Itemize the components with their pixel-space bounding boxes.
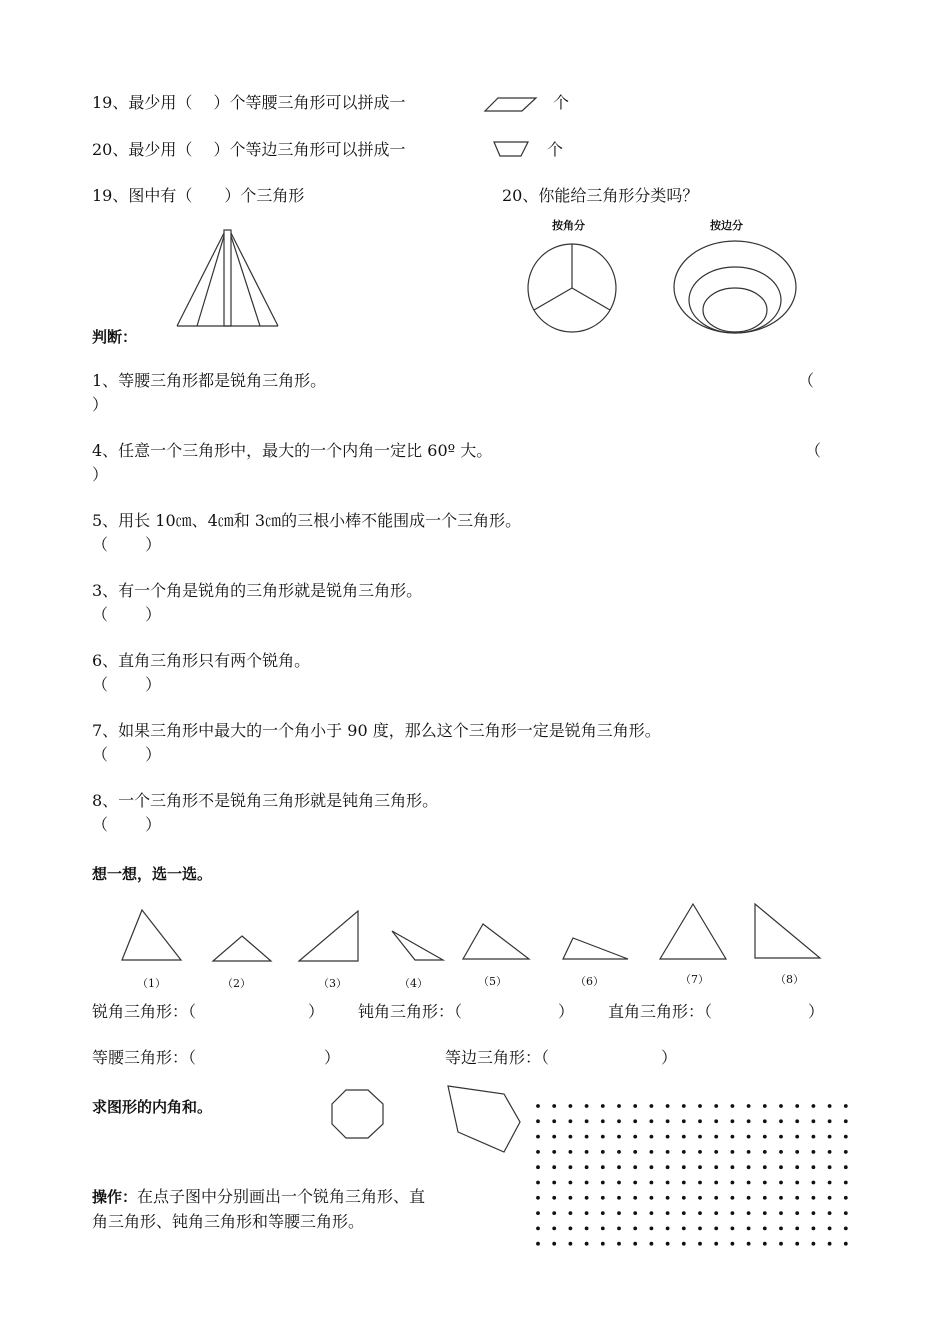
grid-dot — [844, 1165, 848, 1169]
judge-item-3: 3、有一个角是锐角的三角形就是锐角三角形。 — [92, 581, 423, 600]
grid-dot — [536, 1150, 540, 1154]
triangles-row — [100, 898, 840, 968]
operate-text1: 在点子图中分别画出一个锐角三角形、直 — [137, 1187, 426, 1206]
grid-dot — [650, 1242, 654, 1246]
grid-dot — [650, 1181, 654, 1185]
grid-dot — [682, 1196, 686, 1200]
grid-dot — [552, 1150, 556, 1154]
grid-dot — [569, 1119, 573, 1123]
grid-dot — [828, 1104, 832, 1108]
grid-dot — [812, 1165, 816, 1169]
grid-dot — [585, 1119, 589, 1123]
grid-dot — [633, 1196, 637, 1200]
triangle-label-2: （2） — [222, 977, 251, 990]
grid-dot — [536, 1119, 540, 1123]
grid-dot — [747, 1165, 751, 1169]
grid-dot — [617, 1181, 621, 1185]
q20a-text: 20、最少用（ ）个等边三角形可以拼成一 — [92, 140, 406, 159]
grid-dot — [536, 1104, 540, 1108]
grid-dot — [828, 1227, 832, 1231]
grid-dot — [763, 1104, 767, 1108]
grid-dot — [585, 1227, 589, 1231]
grid-dot — [763, 1181, 767, 1185]
octagon-figure — [330, 1088, 386, 1140]
triangle-label-6: （6） — [575, 975, 604, 988]
grid-dot — [536, 1227, 540, 1231]
grid-dot — [844, 1181, 848, 1185]
trapezoid-figure — [492, 140, 532, 160]
grid-dot — [812, 1242, 816, 1246]
grid-dot — [828, 1196, 832, 1200]
choose-heading: 想一想，选一选。 — [92, 865, 213, 883]
triangle-3 — [299, 911, 358, 961]
grid-dot — [714, 1242, 718, 1246]
grid-dot — [650, 1150, 654, 1154]
grid-dot — [763, 1211, 767, 1215]
grid-dot — [601, 1150, 605, 1154]
grid-dot — [650, 1165, 654, 1169]
grid-dot — [828, 1211, 832, 1215]
acute-answer: 锐角三角形：（ ） — [92, 1002, 325, 1021]
grid-dot — [731, 1196, 735, 1200]
grid-dot — [779, 1181, 783, 1185]
grid-dot — [779, 1135, 783, 1139]
grid-dot — [536, 1165, 540, 1169]
by-side-ellipses — [672, 240, 800, 336]
grid-dot — [666, 1242, 670, 1246]
grid-dot — [812, 1181, 816, 1185]
grid-dot — [569, 1150, 573, 1154]
grid-dot — [650, 1227, 654, 1231]
grid-dot — [666, 1119, 670, 1123]
grid-dot — [633, 1135, 637, 1139]
grid-dot — [698, 1135, 702, 1139]
grid-dot — [747, 1104, 751, 1108]
grid-dot — [650, 1119, 654, 1123]
triangle-5 — [463, 924, 529, 959]
grid-dot — [731, 1150, 735, 1154]
grid-dot — [714, 1165, 718, 1169]
grid-dot — [633, 1150, 637, 1154]
obtuse-answer: 钝角三角形：（ ） — [358, 1002, 575, 1021]
judge-item-1-open: （ — [798, 371, 815, 390]
grid-dot — [795, 1227, 799, 1231]
grid-dot — [714, 1150, 718, 1154]
judge-item-1-close: ） — [92, 395, 109, 414]
grid-dot — [844, 1104, 848, 1108]
grid-dot — [552, 1104, 556, 1108]
by-angle-circle — [527, 243, 619, 335]
grid-dot — [585, 1150, 589, 1154]
grid-dot — [682, 1150, 686, 1154]
grid-dot — [585, 1104, 589, 1108]
grid-dot — [552, 1165, 556, 1169]
grid-dot — [650, 1196, 654, 1200]
judge-item-4-close: ） — [92, 465, 109, 484]
grid-dot — [763, 1165, 767, 1169]
grid-dot — [714, 1196, 718, 1200]
grid-dot — [569, 1196, 573, 1200]
grid-dot — [585, 1135, 589, 1139]
grid-dot — [666, 1227, 670, 1231]
judge-item-7-bracket: （ ） — [92, 745, 162, 764]
grid-dot — [552, 1181, 556, 1185]
grid-dot — [666, 1135, 670, 1139]
judge-item-1: 1、等腰三角形都是锐角三角形。 — [92, 371, 327, 390]
grid-dot — [795, 1165, 799, 1169]
grid-dot — [795, 1181, 799, 1185]
grid-dot — [633, 1227, 637, 1231]
grid-dot — [812, 1211, 816, 1215]
grid-dot — [666, 1211, 670, 1215]
grid-dot — [552, 1242, 556, 1246]
operate-line1 — [92, 1186, 425, 1208]
grid-dot — [682, 1242, 686, 1246]
judge-item-4-open: （ — [805, 441, 822, 460]
grid-dot — [698, 1104, 702, 1108]
grid-dot — [536, 1211, 540, 1215]
grid-dot — [795, 1150, 799, 1154]
grid-dot — [747, 1227, 751, 1231]
judge-item-8-bracket: （ ） — [92, 815, 162, 834]
grid-dot — [779, 1165, 783, 1169]
grid-dot — [844, 1135, 848, 1139]
grid-dot — [569, 1242, 573, 1246]
grid-dot — [617, 1150, 621, 1154]
grid-dot — [601, 1135, 605, 1139]
grid-dot — [617, 1165, 621, 1169]
q19a-text: 19、最少用（ ）个等腰三角形可以拼成一 — [92, 93, 406, 112]
grid-dot — [569, 1211, 573, 1215]
grid-dot — [828, 1242, 832, 1246]
grid-dot — [617, 1211, 621, 1215]
grid-dot — [536, 1135, 540, 1139]
grid-dot — [747, 1242, 751, 1246]
grid-dot — [812, 1227, 816, 1231]
grid-dot — [569, 1227, 573, 1231]
judge-heading: 判断： — [92, 328, 138, 346]
grid-dot — [731, 1211, 735, 1215]
grid-dot — [650, 1211, 654, 1215]
grid-dot — [698, 1211, 702, 1215]
grid-dot — [812, 1104, 816, 1108]
grid-dot — [617, 1104, 621, 1108]
grid-dot — [601, 1196, 605, 1200]
grid-dot — [828, 1150, 832, 1154]
judge-item-6-bracket: （ ） — [92, 675, 162, 694]
grid-dot — [650, 1135, 654, 1139]
grid-dot — [714, 1227, 718, 1231]
triangle-2 — [213, 936, 271, 961]
grid-dot — [633, 1242, 637, 1246]
grid-dot — [585, 1181, 589, 1185]
grid-dot — [601, 1211, 605, 1215]
grid-dot — [569, 1165, 573, 1169]
grid-dot — [763, 1227, 767, 1231]
judge-item-5: 5、用长 10㎝、4㎝和 3㎝的三根小棒不能围成一个三角形。 — [92, 511, 522, 530]
grid-dot — [552, 1196, 556, 1200]
grid-dot — [812, 1119, 816, 1123]
triangle-6 — [563, 938, 628, 959]
grid-dot — [779, 1227, 783, 1231]
grid-dot — [698, 1181, 702, 1185]
grid-dot — [828, 1181, 832, 1185]
grid-dot — [633, 1211, 637, 1215]
grid-dot — [731, 1165, 735, 1169]
grid-dot — [844, 1211, 848, 1215]
q20b-text: 20、你能给三角形分类吗？ — [502, 186, 699, 205]
grid-dot — [812, 1150, 816, 1154]
grid-dot — [552, 1211, 556, 1215]
pentagon-figure — [444, 1082, 524, 1154]
grid-dot — [536, 1181, 540, 1185]
triangle-1 — [122, 910, 181, 960]
grid-dot — [633, 1119, 637, 1123]
judge-item-7: 7、如果三角形中最大的一个角小于 90 度，那么这个三角形一定是锐角三角形。 — [92, 721, 661, 740]
grid-dot — [617, 1242, 621, 1246]
grid-dot — [585, 1242, 589, 1246]
grid-dot — [617, 1196, 621, 1200]
grid-dot — [714, 1181, 718, 1185]
grid-dot — [844, 1242, 848, 1246]
grid-dot — [682, 1135, 686, 1139]
grid-dot — [682, 1227, 686, 1231]
grid-dot — [763, 1242, 767, 1246]
grid-dot — [698, 1196, 702, 1200]
grid-dot — [666, 1181, 670, 1185]
grid-dot — [601, 1165, 605, 1169]
judge-item-4: 4、任意一个三角形中，最大的一个内角一定比 60º 大。 — [92, 441, 493, 460]
grid-dot — [844, 1227, 848, 1231]
q19b-text: 19、图中有（ ）个三角形 — [92, 186, 305, 205]
grid-dot — [698, 1150, 702, 1154]
grid-dot — [747, 1135, 751, 1139]
grid-dot — [585, 1165, 589, 1169]
grid-dot — [569, 1104, 573, 1108]
grid-dot — [763, 1196, 767, 1200]
triangle-7 — [660, 904, 726, 959]
triangle-label-1: （1） — [137, 977, 166, 990]
grid-dot — [552, 1227, 556, 1231]
grid-dot — [747, 1196, 751, 1200]
grid-dot — [731, 1104, 735, 1108]
grid-dot — [585, 1196, 589, 1200]
grid-dot — [569, 1135, 573, 1139]
triangle-label-4: （4） — [399, 977, 428, 990]
grid-dot — [844, 1196, 848, 1200]
grid-dot — [666, 1196, 670, 1200]
judge-item-6: 6、直角三角形只有两个锐角。 — [92, 651, 311, 670]
grid-dot — [779, 1119, 783, 1123]
grid-dot — [795, 1104, 799, 1108]
grid-dot — [812, 1135, 816, 1139]
q19a-unit: 个 — [553, 93, 570, 112]
grid-dot — [552, 1119, 556, 1123]
operate-label: 操作： — [92, 1188, 138, 1206]
grid-dot — [536, 1242, 540, 1246]
grid-dot — [731, 1119, 735, 1123]
grid-dot — [617, 1227, 621, 1231]
judge-item-8: 8、一个三角形不是锐角三角形就是钝角三角形。 — [92, 791, 439, 810]
grid-dot — [763, 1150, 767, 1154]
by-angle-label: 按角分 — [552, 219, 585, 232]
dot-grid[interactable] — [532, 1100, 854, 1256]
grid-dot — [795, 1135, 799, 1139]
triangle-count-figure — [175, 228, 285, 330]
by-side-label: 按边分 — [710, 219, 743, 232]
grid-dot — [795, 1196, 799, 1200]
grid-dot — [552, 1135, 556, 1139]
grid-dot — [795, 1119, 799, 1123]
grid-dot — [779, 1211, 783, 1215]
grid-dot — [698, 1165, 702, 1169]
grid-dot — [633, 1165, 637, 1169]
grid-dot — [698, 1119, 702, 1123]
grid-dot — [666, 1165, 670, 1169]
grid-dot — [601, 1242, 605, 1246]
grid-dot — [714, 1104, 718, 1108]
triangle-label-7: （7） — [680, 973, 709, 986]
grid-dot — [633, 1104, 637, 1108]
grid-dot — [633, 1181, 637, 1185]
grid-dot — [747, 1211, 751, 1215]
grid-dot — [682, 1181, 686, 1185]
grid-dot — [650, 1104, 654, 1108]
judge-item-3-bracket: （ ） — [92, 605, 162, 624]
grid-dot — [779, 1150, 783, 1154]
grid-dot — [731, 1242, 735, 1246]
triangle-label-5: （5） — [478, 975, 507, 988]
grid-dot — [731, 1181, 735, 1185]
grid-dot — [779, 1242, 783, 1246]
grid-dot — [763, 1119, 767, 1123]
grid-dot — [698, 1242, 702, 1246]
grid-dot — [714, 1211, 718, 1215]
operate-line2: 角三角形、钝角三角形和等腰三角形。 — [92, 1212, 365, 1231]
grid-dot — [682, 1119, 686, 1123]
equilateral-answer: 等边三角形：（ ） — [445, 1048, 678, 1067]
grid-dot — [747, 1150, 751, 1154]
grid-dot — [731, 1135, 735, 1139]
grid-dot — [747, 1119, 751, 1123]
interior-heading: 求图形的内角和。 — [92, 1098, 213, 1116]
grid-dot — [779, 1196, 783, 1200]
grid-dot — [714, 1135, 718, 1139]
triangle-4 — [392, 931, 443, 960]
grid-dot — [698, 1227, 702, 1231]
grid-dot — [779, 1104, 783, 1108]
grid-dot — [617, 1119, 621, 1123]
grid-dot — [714, 1119, 718, 1123]
isosceles-answer: 等腰三角形：（ ） — [92, 1048, 341, 1067]
grid-dot — [763, 1135, 767, 1139]
grid-dot — [844, 1119, 848, 1123]
grid-dot — [601, 1119, 605, 1123]
grid-dot — [731, 1227, 735, 1231]
grid-dot — [601, 1181, 605, 1185]
grid-dot — [666, 1150, 670, 1154]
triangle-8 — [755, 904, 820, 958]
grid-dot — [601, 1227, 605, 1231]
grid-dot — [844, 1150, 848, 1154]
triangle-label-8: （8） — [775, 973, 804, 986]
grid-dot — [812, 1196, 816, 1200]
grid-dot — [682, 1165, 686, 1169]
grid-dot — [747, 1181, 751, 1185]
grid-dot — [682, 1104, 686, 1108]
parallelogram-figure — [484, 96, 539, 114]
grid-dot — [585, 1211, 589, 1215]
right-answer: 直角三角形：（ ） — [608, 1002, 825, 1021]
grid-dot — [536, 1196, 540, 1200]
grid-dot — [617, 1135, 621, 1139]
grid-dot — [795, 1211, 799, 1215]
grid-dot — [828, 1165, 832, 1169]
grid-dot — [666, 1104, 670, 1108]
grid-dot — [828, 1135, 832, 1139]
grid-dot — [795, 1242, 799, 1246]
grid-dot — [601, 1104, 605, 1108]
judge-item-5-bracket: （ ） — [92, 535, 162, 554]
grid-dot — [569, 1181, 573, 1185]
q20a-unit: 个 — [547, 140, 564, 159]
grid-dot — [828, 1119, 832, 1123]
triangle-label-3: （3） — [318, 977, 347, 990]
grid-dot — [682, 1211, 686, 1215]
